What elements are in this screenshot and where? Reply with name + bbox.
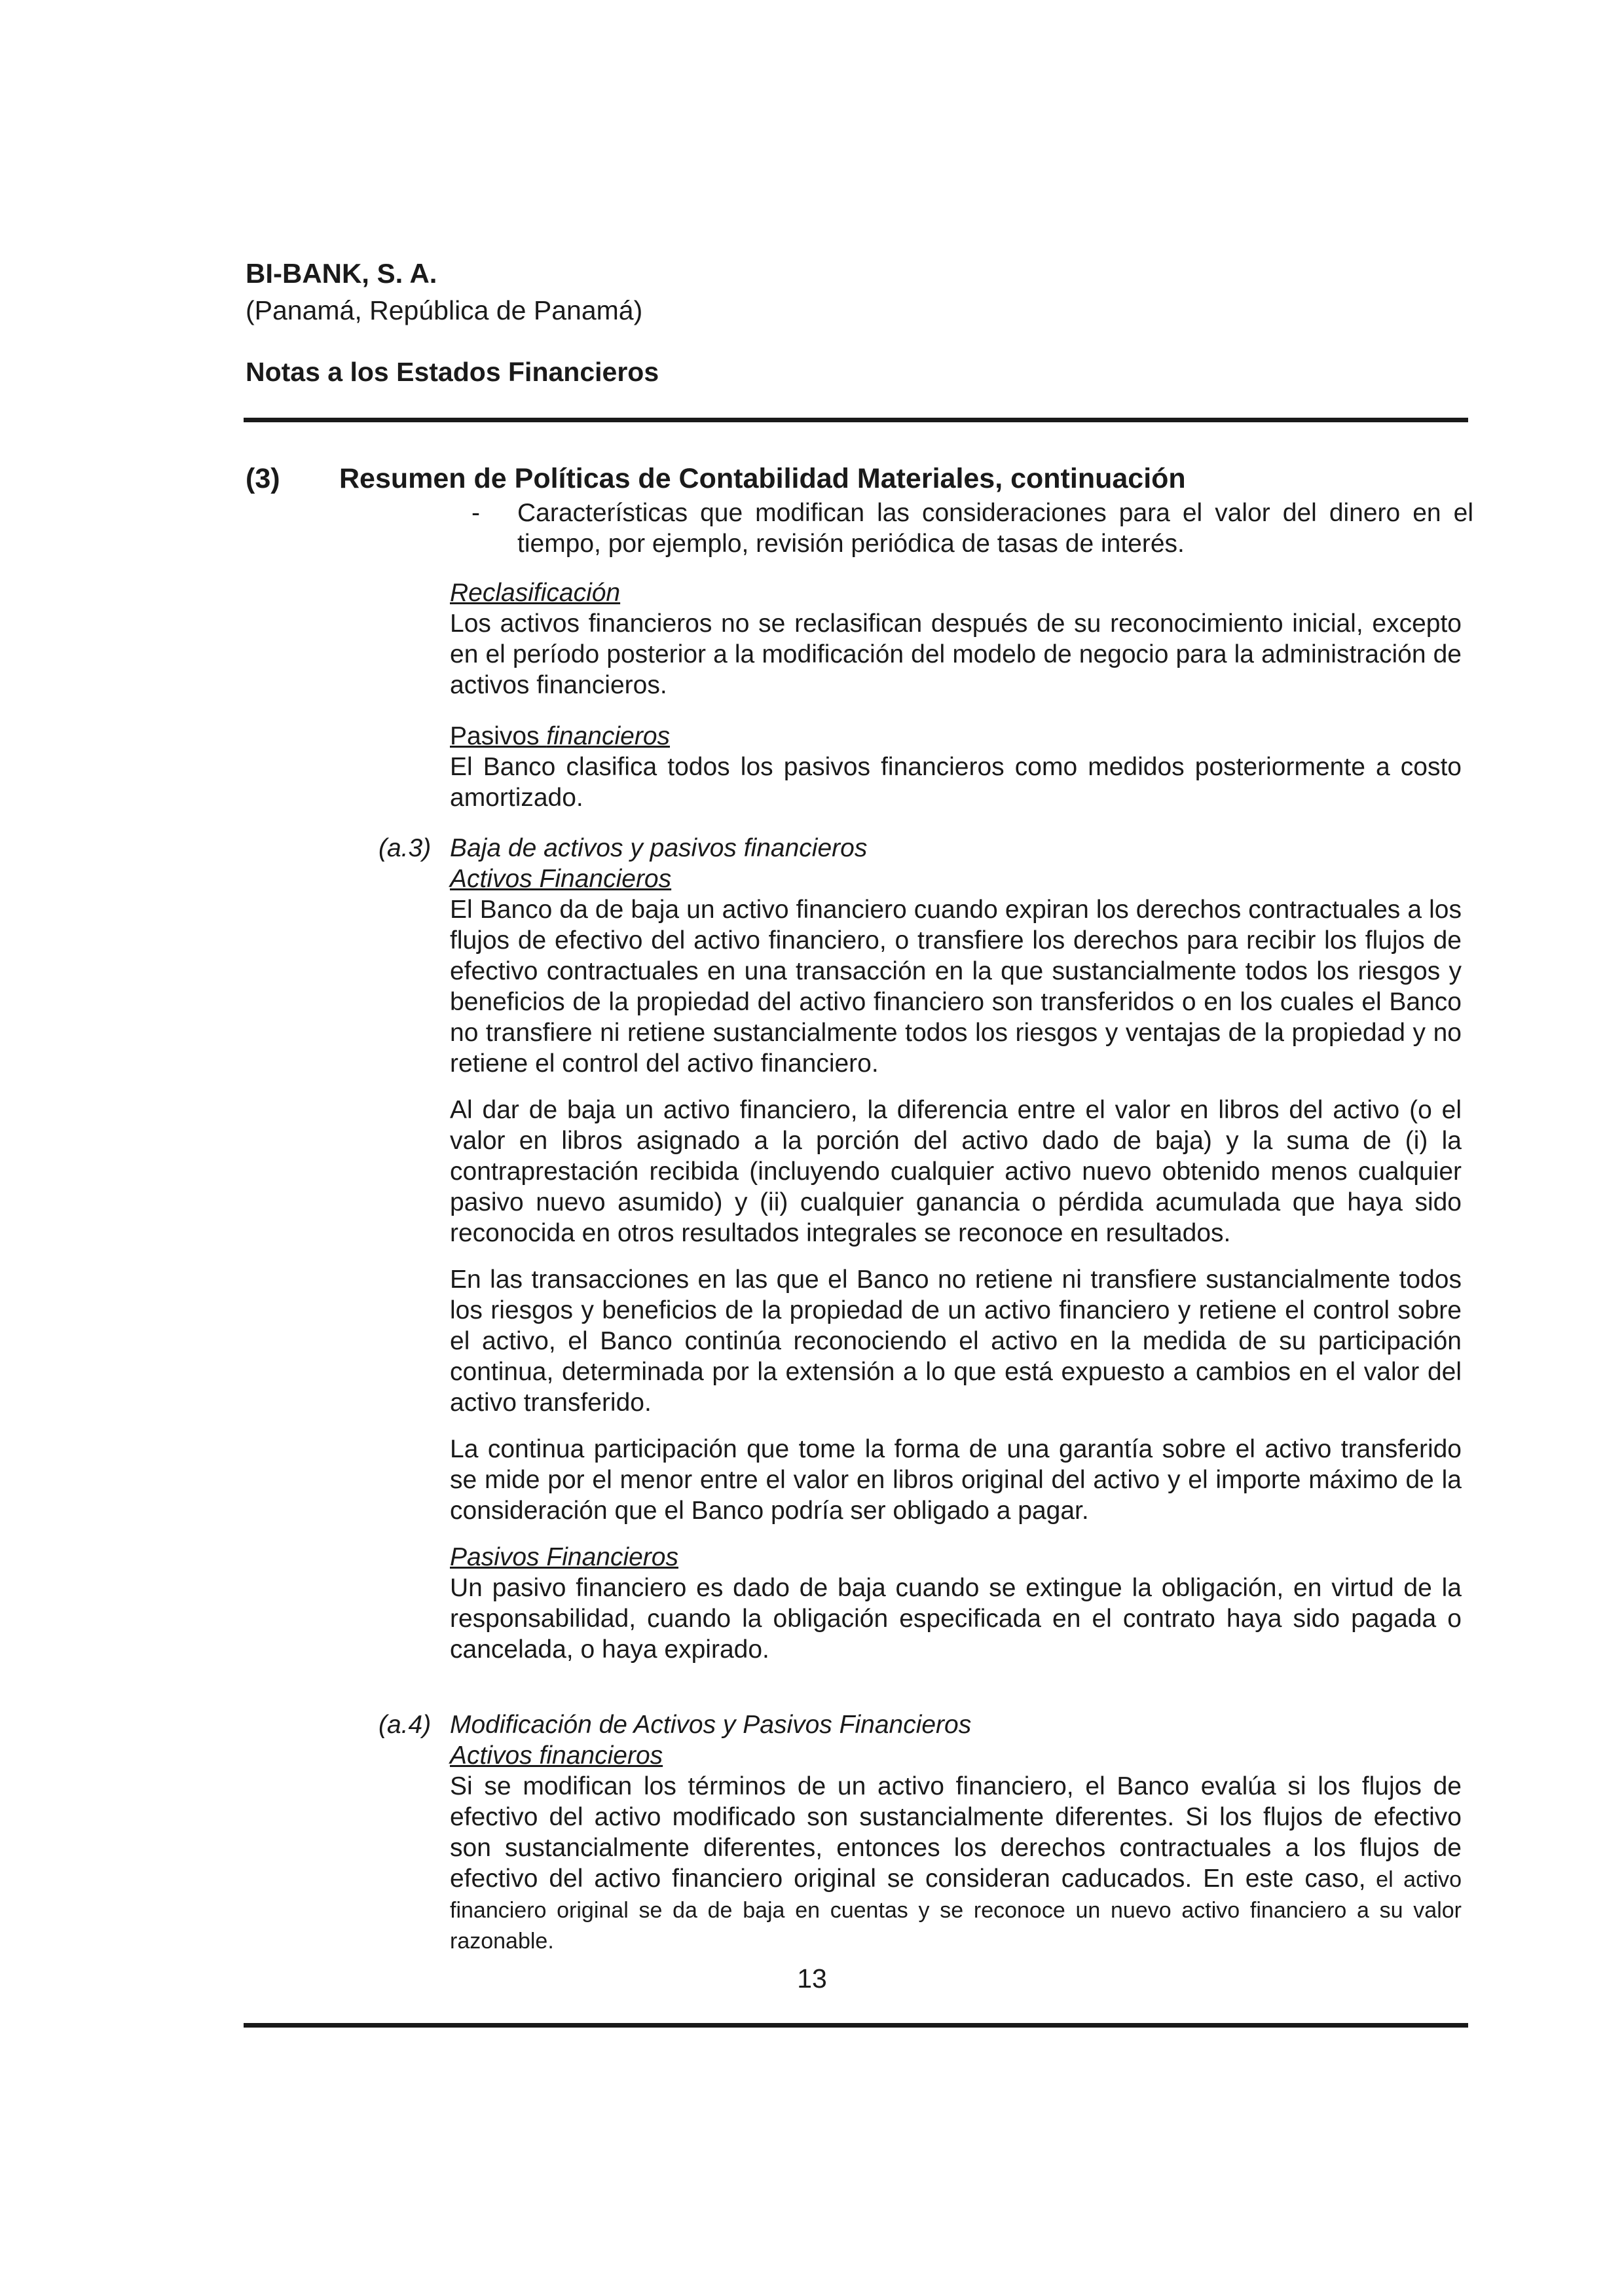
company-name: BI-BANK, S. A. (246, 258, 437, 289)
document-title: Notas a los Estados Financieros (246, 357, 659, 387)
a3-pasivos-heading: Pasivos Financieros (450, 1543, 678, 1571)
bullet-dash: - (471, 499, 480, 527)
a3-paragraph-1: El Banco da de baja un activo financiero cuando expiran los derechos contractuales a los flujos de efectivo del activo financiero, o transfiere los derechos para recibir los flujos de efectivo contractuales en una transacción en la que sustancialmente todos los riesgos y beneficios de la propiedad del activo financiero son transferidos o en los cuales el Banco no transfiere ni retiene sustancialmente todos los riesgos y ventajas de la propiedad y no retiene el control del activo financiero. (450, 896, 1462, 1078)
a4-label: (a.4) (378, 1711, 432, 1739)
a3-pasivos-text: Un pasivo financiero es dado de baja cuando se extingue la obligación, en virtud de la responsabilidad, cuando la obligación especificada en el contrato haya sido pagada o cancelada, o haya expirado. (450, 1574, 1462, 1664)
a3-paragraph-3: En las transacciones en las que el Banco no retiene ni transfiere sustancialmente todos los riesgos y beneficios de la propiedad de un activo financiero y retiene el control sobre el activo, el Banco continúa reconociendo el activo en la medida de su participación continua, determinada por la extensión a lo que está expuesto a cambios en el valor del activo transferido. (450, 1266, 1462, 1417)
reclasificacion-block (450, 577, 1462, 701)
a3-label: (a.3) (378, 834, 432, 862)
a3-block (450, 833, 1462, 1665)
footer-rule (244, 2023, 1468, 2028)
header-rule (244, 418, 1468, 422)
pasivos-financieros-heading (450, 721, 1462, 752)
page-number: 13 (797, 1963, 827, 1994)
reclasificacion-heading: Reclasificación (450, 579, 621, 607)
pasivos-heading-part2: financieros (546, 722, 671, 750)
a3-paragraph-4: La continua participación que tome la forma de una garantía sobre el activo transferido se mide por el menor entre el valor en libros original del activo y el importe máximo de la consideración que el Banco podría ser obligado a pagar. (450, 1435, 1462, 1525)
pasivos-financieros-block (450, 721, 1462, 813)
a3-paragraph-2: Al dar de baja un activo financiero, la diferencia entre el valor en libros del activo (o el valor en libros asignado a la porción del activo dado de baja) y la suma de (i) la contraprestación recibida (incluyendo cualquier activo nuevo obtenido menos cualquier pasivo nuevo asumido) y (ii) cualquier ganancia o pérdida acumulada que haya sido reconocida en otros resultados integrales se reconoce en resultados. (450, 1096, 1462, 1247)
a3-activos-heading: Activos Financieros (450, 865, 672, 893)
a4-title: Modificación de Activos y Pasivos Financieros (450, 1711, 972, 1739)
pasivos-heading-part1: Pasivos (450, 722, 547, 750)
a4-activos-heading: Activos financieros (450, 1741, 663, 1770)
section-title: Resumen de Políticas de Contabilidad Materiales, continuación (339, 463, 1186, 494)
a4-text (450, 1771, 1462, 1956)
reclasificacion-text: Los activos financieros no se reclasifican después de su reconocimiento inicial, excepto en el período posterior a la modificación del modelo de negocio para la administración de activos financieros. (450, 610, 1462, 699)
a4-text-main: Si se modifican los términos de un activo financiero, el Banco evalúa si los flujos de efectivo del activo modificado son sustancialmente diferentes. Si los flujos de efectivo son sustancialmente diferentes, entonces los derechos contractuales a los flujos de efectivo del activo financiero original se consideran caducados. En este caso, (450, 1772, 1462, 1893)
section-number: (3) (246, 463, 280, 494)
bullet-text: Características que modifican las consideraciones para el valor del dinero en el tiempo, por ejemplo, revisión periódica de tasas de interés. (517, 499, 1473, 558)
a3-title: Baja de activos y pasivos financieros (450, 834, 868, 862)
company-location: (Panamá, República de Panamá) (246, 295, 643, 325)
a4-block (450, 1709, 1462, 1956)
pasivos-financieros-text: El Banco clasifica todos los pasivos financieros como medidos posteriormente a costo amortizado. (450, 753, 1462, 812)
a4-text-small: el activo financiero original se da de baja en cuentas y se reconoce un nuevo activo financiero a su valor razonable. (450, 1867, 1462, 1954)
